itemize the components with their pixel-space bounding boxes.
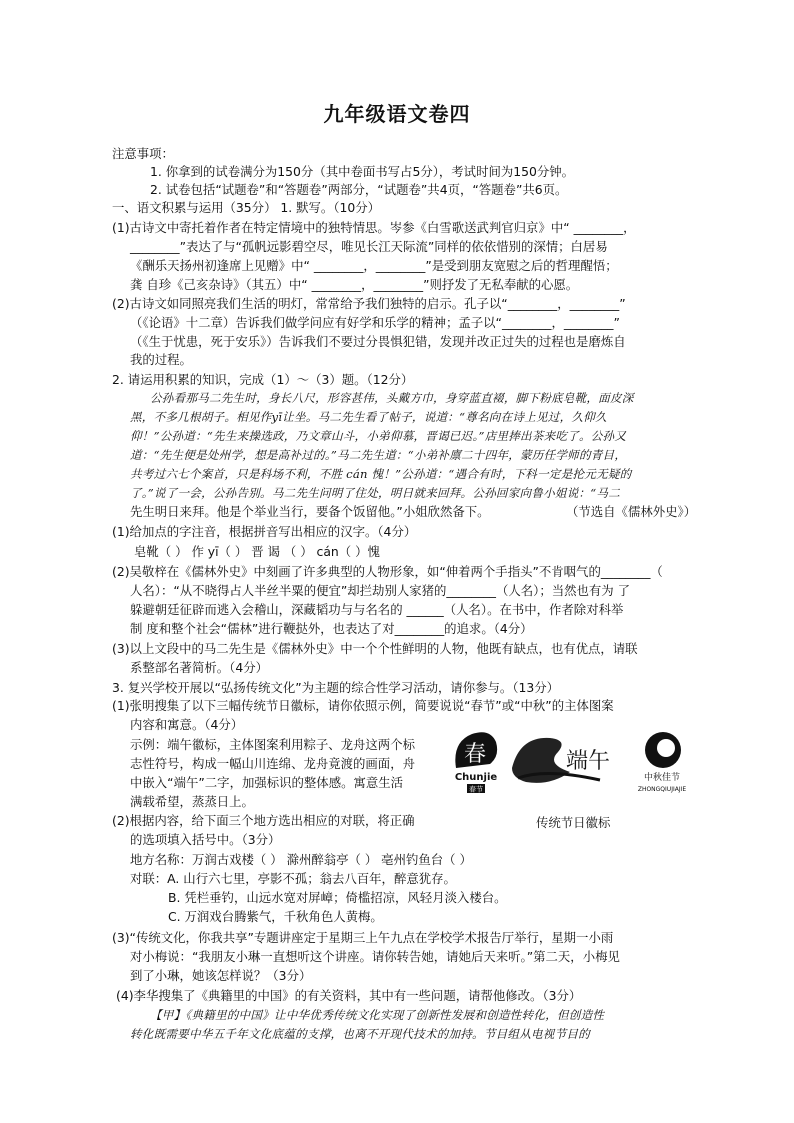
example-line: 志性符号，构成一幅山川连绵、龙舟竟渡的画面，舟 bbox=[130, 756, 415, 771]
couplet-c: C. 万润戏台腾紫气，千秋角色人黄梅。 bbox=[168, 909, 383, 924]
passage-line: 先生明日来拜。他是个举业当行，要备个饭留他。”小姐欣然备下。 bbox=[130, 504, 490, 519]
duanwu-logo bbox=[512, 738, 610, 783]
q3-sub1: (1)张明搜集了以下三幅传统节日徽标，请你依照示例，简要说说“春节”或“中秋”的主体图案 bbox=[112, 698, 614, 713]
passage-line: 仰！”公孙道：“先生来操选政，乃文章山斗，小弟仰慕，晋谒已迟。”店里捧出茶来吃了。公孙又 bbox=[130, 429, 627, 443]
q3-heading: 3. 复兴学校开展以“弘扬传统文化”为主题的综合性学习活动，请你参与。（13分） bbox=[112, 680, 560, 695]
material-line: 转化既需要中华五千年文化底蕴的支撑，也离不开现代技术的加持。节目组从电视节目的 bbox=[130, 1027, 590, 1041]
q3-sub3: (3)“传统文化，你我共享”专题讲座定于星期三上午九点在学校学术报告厅举行，星期一小雨 bbox=[112, 930, 614, 945]
q3-sub1: 内容和寓意。（4分） bbox=[130, 717, 244, 732]
couplet-a: 对联：A. 山行六七里，亭影不孤；翁去八百年，醉意犹存。 bbox=[130, 871, 456, 886]
zhongqiu-pinyin: ZHONGQIUJIAJIE bbox=[637, 786, 687, 793]
q2-sub2: 制 度和整个社会“儒林”进行鞭挞外，也表达了对________的追求。（4分） bbox=[130, 621, 533, 636]
example-line: 满载希望，蒸蒸日上。 bbox=[130, 794, 254, 809]
q1-line: (1)古诗文中寄托着作者在特定情境中的独特情思。岑参《白雪歌送武判官归京》中“ ________， bbox=[112, 220, 636, 235]
page-title: 九年级语文卷四 bbox=[323, 102, 471, 126]
notice-item-1: 1. 你拿到的试卷满分为150分（其中卷面书写占5分），考试时间为150分钟。 bbox=[150, 164, 575, 179]
notice-item-2: 2. 试卷包括“试题卷”和“答题卷”两部分，“试题卷”共4页，“答题卷”共6页。 bbox=[150, 182, 568, 197]
zhongqiu-logo bbox=[638, 732, 687, 793]
q2-sub1-blanks: 皂靴（ ） 作 yī（ ） 晋 谒 （ ） cán（ ）愧 bbox=[134, 544, 380, 559]
q3-sub2: (2)根据内容，给下面三个地方选出相应的对联，将正确 bbox=[112, 813, 415, 828]
notice-heading: 注意事项： bbox=[112, 146, 174, 161]
q2-heading: 2. 请运用积累的知识，完成（1）～（3）题。（12分） bbox=[112, 372, 414, 387]
chunjie-glyph: 春 bbox=[463, 742, 487, 767]
passage-line: 公孙看那马二先生时，身长八尺，形容甚伟，头戴方巾，身穿蓝直裰，脚下粉底皂靴，面皮深 bbox=[150, 391, 634, 405]
material-line: 【甲】《典籍里的中国》让中华优秀传统文化实现了创新性发展和创造性转化，但创造性 bbox=[150, 1008, 605, 1022]
q3-sub4: (4)李华搜集了《典籍里的中国》的有关资料，其中有一些问题，请帮他修改。（3分） bbox=[116, 988, 582, 1003]
q3-sub2: 的选项填入括号中。（3分） bbox=[130, 832, 281, 847]
passage-line: 黑，不多几根胡子。相见作yī让坐。马二先生看了帖子，说道：“尊名向在诗上见过，久仰久 bbox=[130, 410, 607, 424]
q1-line: ________”表达了与“孤帆远影碧空尽，唯见长江天际流”同样的依依惜别的深情；白居易 bbox=[130, 239, 608, 254]
q1-line: (2)古诗文如同照亮我们生活的明灯，常常给予我们独特的启示。孔子以“________，________” bbox=[112, 296, 626, 311]
passage-source: （节选自《儒林外史》） bbox=[566, 504, 697, 519]
q2-sub3: 系整部名著简析。（4分） bbox=[130, 660, 268, 675]
q2-sub3: (3)以上文段中的马二先生是《儒林外史》中一个个性鲜明的人物，他既有缺点，也有优点，请联 bbox=[112, 641, 638, 656]
passage-line: 道：“先生便是处州学，想是高补过的。”马二先生道：“小弟补廪二十四年，蒙历任学师的青目， bbox=[130, 448, 627, 462]
q2-sub2: 人名）：“从不晓得占人半丝半粟的便宜”却拦劫别人家猪的________（人名）；当然也有为 了 bbox=[130, 583, 631, 598]
duanwu-text: 端午 bbox=[565, 749, 611, 774]
passage-line: 共考过六七个案首，只是科场不利，不胜 cán 愧！”公孙道：“遇合有时，下科一定是抡元无疑的 bbox=[130, 467, 632, 481]
q3-sub3: 到了小琳，她该怎样说？（3分） bbox=[130, 968, 312, 983]
festival-logos bbox=[450, 728, 700, 794]
q1-line: （《生于忧患，死于安乐》）告诉我们不要过分畏惧犯错，发现并改正过失的过程也是磨炼自 bbox=[130, 334, 626, 349]
zhongqiu-label: 中秋佳节 bbox=[643, 773, 681, 783]
q1-line: 龚 自珍《己亥杂诗》（其五）中“ ________，________”则抒发了无私奉献的心愿。 bbox=[130, 277, 579, 292]
q2-sub1: (1)给加点的字注音，根据拼音写出相应的汉字。（4分） bbox=[112, 524, 417, 539]
example-line: 示例：端午徽标，主体图案利用粽子、龙舟这两个标 bbox=[130, 737, 415, 752]
q1-line: 《酬乐天扬州初逢席上见赠》中“ ________，________”是受到朋友宽慰之后的哲理醒悟； bbox=[130, 258, 618, 273]
logos-caption: 传统节日徽标 bbox=[536, 815, 611, 830]
chunjie-logo bbox=[455, 732, 498, 793]
places-line: 地方名称：万润古戏楼（ ） 滁州醉翁亭（ ） 亳州钓鱼台（ ） bbox=[130, 852, 472, 867]
q1-line: （《论语》十二章）告诉我们做学问应有好学和乐学的精神；孟子以“________，________” bbox=[130, 315, 620, 330]
chunjie-label: 春节 bbox=[469, 785, 483, 794]
example-line: 中嵌入“端午”二字，加强标识的整体感。寓意生活 bbox=[130, 775, 404, 790]
section-heading: 一、语文积累与运用（35分） 1. 默写。（10分） bbox=[112, 200, 381, 215]
q2-sub2: 躲避朝廷征辟而逃入会稽山，深藏韬功与与名名的 ______（人名）。在书中，作者除对科举 bbox=[130, 602, 624, 617]
passage-line: 了。”说了一会，公孙告别。马二先生问明了住处，明日就来回拜。公孙回家向鲁小姐说：“马二 bbox=[130, 486, 621, 500]
couplet-b: B. 凭栏垂钓，山远水宽对屏嶂；倚槛招凉，风轻月淡入楼台。 bbox=[168, 890, 507, 905]
q3-sub3: 对小梅说：“我朋友小琳一直想听这个讲座。请你转告她，请她后天来听。”第二天，小梅见 bbox=[130, 949, 620, 964]
q2-sub2: (2)吴敬梓在《儒林外史》中刻画了许多典型的人物形象，如“伸着两个手指头”不肯咽气的________（ bbox=[112, 564, 663, 579]
q1-line: 我的过程。 bbox=[130, 352, 192, 367]
chunjie-pinyin: Chunjie bbox=[454, 772, 498, 783]
